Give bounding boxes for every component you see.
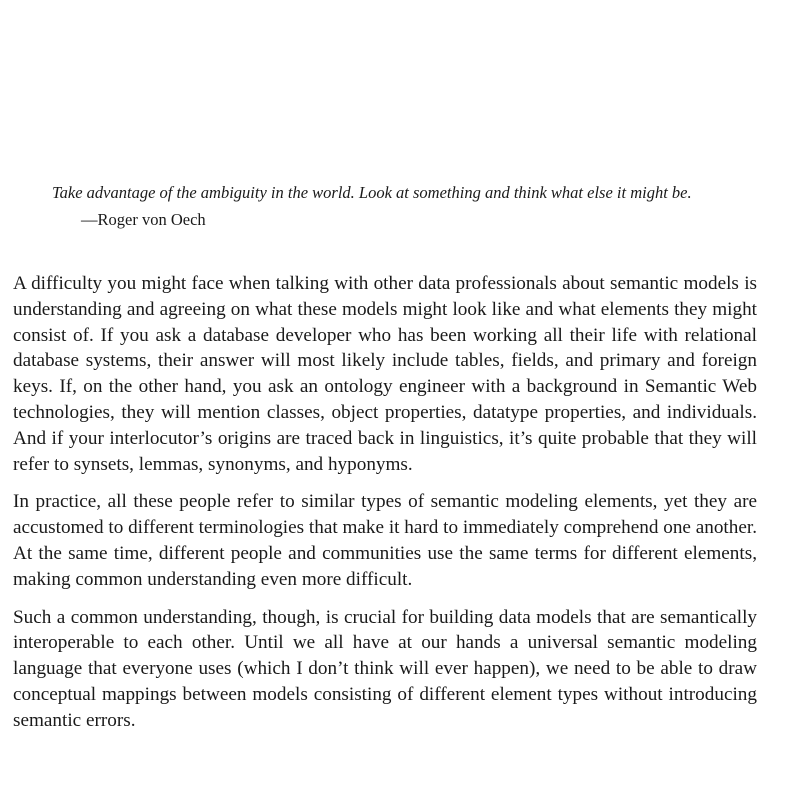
paragraph-1: A difficulty you might face when talking with other data professionals about semantic models is understanding and agreeing on what these models might look like and what elements they might consist of. If you ask a database developer who has been working all their life with relational database systems, their answer will most likely include tables, fields, and primary and foreign keys. If, on the other hand, you ask an ontology engineer with a background in Semantic Web technologies, they will mention classes, object properties, datatype properties, and individuals. And if your interlocutor’s origins are traced back in linguistics, it’s quite probable that they will refer to synsets, lemmas, synonyms, and hyponyms. [13,273,757,475]
epigraph [52,180,712,232]
paragraph-2: In practice, all these people refer to similar types of semantic modeling elements, yet they are accustomed to different terminologies that make it hard to immediately comprehend one another. At the same time, different people and communities use the same terms for different elements, making common understanding even more difficult. [13,491,757,590]
body-text [13,271,757,746]
epigraph-quote: Take advantage of the ambiguity in the world. Look at something and think what else it might be. [52,183,692,202]
epigraph-attribution: —Roger von Oech [81,210,206,229]
paragraph-3: Such a common understanding, though, is crucial for building data models that are semantically interoperable to each other. Until we all have at our hands a universal semantic modeling language that everyone uses (which I don’t think will ever happen), we need to be able to draw conceptual mappings between models consisting of different element types without introducing semantic errors. [13,606,757,731]
